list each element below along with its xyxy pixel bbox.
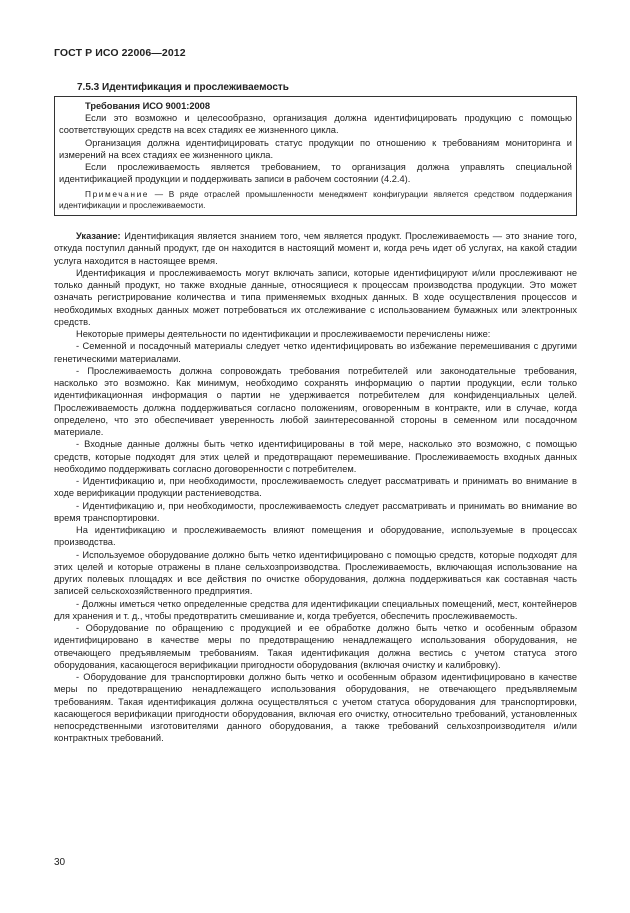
note-label: Примечание bbox=[85, 189, 150, 200]
list-item: - Идентификацию и, при необходимости, прослеживаемость следует рассматривать и принимать во внимание во время транспортировки. bbox=[54, 500, 577, 523]
guidance-paragraph bbox=[54, 230, 577, 267]
requirements-box bbox=[54, 96, 577, 216]
body-text bbox=[54, 230, 577, 745]
body-paragraph: Некоторые примеры деятельности по идентификации и прослеживаемости перечислены ниже: bbox=[76, 329, 491, 339]
list-item: - Идентификацию и, при необходимости, прослеживаемость следует рассматривать и принимать во внимание в ходе верификации продукции растениеводства. bbox=[54, 476, 577, 499]
note-text: — В ряде отраслей промышленности менеджмент конфигурации является средством поддержания идентификации и прослеживаемости. bbox=[59, 189, 572, 211]
body-paragraph: Идентификация и прослеживаемость могут включать записи, которые идентифицируют и/или прослеживают не только данный продукт, но также входные данные, относящиеся к процессам производства продукции. Это может означать регистрирование количества и типа применяемых входных данных. В ходе осуществления процессов и необходимых входных данных может потребоваться их отслеживание с использованием бумажных или электронных средств. bbox=[54, 267, 577, 327]
guidance-text: Идентификация является знанием того, чем является продукт. Прослеживаемость — это знание того, откуда поступил данный продукт, где он находится в настоящий момент и, когда речь идет об услугах, на какой стадии услуга находится в настоящее время. bbox=[54, 231, 577, 266]
list-item: - Входные данные должны быть четко идентифицированы в той мере, насколько это возможно, с помощью средств, которые подходят для этих целей и предотвращают перемешивание. Прослеживаемость входных данных необходимо поддерживать согласно договоренности с потребителем. bbox=[54, 439, 577, 474]
box-paragraph: Организация должна идентифицировать статус продукции по отношению к требованиям мониторинга и измерений на всех стадиях ее жизненного цикла. bbox=[59, 137, 572, 160]
body-paragraph: На идентификацию и прослеживаемость влияют помещения и оборудование, используемые в процессах производства. bbox=[54, 525, 577, 548]
list-item: - Семенной и посадочный материалы следует четко идентифицировать во избежание перемешивания с другими генетическими материалами. bbox=[54, 341, 577, 364]
running-header: ГОСТ Р ИСО 22006—2012 bbox=[54, 47, 186, 59]
list-item: - Должны иметься четко определенные средства для идентификации специальных помещений, мест, контейнеров для хранения и т. д., чтобы предотвратить смешивание и, когда требуется, обеспечить прослеживаемость. bbox=[54, 598, 577, 621]
list-item: - Оборудование для транспортировки должно быть четко и особенным образом идентифицировано в качестве меры по предотвращению ненадлежащего использования оборудования, не отвечающего предъявляемым требованиям. Такая идентификация должна осуществляться с учетом статуса оборудования для транспортировки, касающегося верификации пригодности оборудования, включая его очистку, относительно требований, установленных непосредственными изготовителями данного оборудования, а также требований сельхозпроизводителя и/или контрактных требований. bbox=[54, 672, 577, 744]
guidance-label: Указание: bbox=[76, 231, 121, 241]
list-item: - Оборудование по обращению с продукцией и ее обработке должно быть четко и особенным образом идентифицировано в качестве меры по предотвращению ненадлежащего использования оборудования, не отвечающего предъявляемым требованиям. Такая идентификация должна вестись с учетом статуса этого оборудования, касающегося верификации пригодности оборудования (включая очистку и калибровку). bbox=[54, 623, 577, 670]
page-number: 30 bbox=[54, 857, 66, 868]
box-note bbox=[59, 189, 572, 211]
box-paragraph: Если это возможно и целесообразно, организация должна идентифицировать продукцию с помощью соответствующих средств на всех стадиях ее жизненного цикла. bbox=[59, 113, 572, 136]
box-paragraph: Если прослеживаемость является требованием, то организация должна управлять специальной идентификацией продукции и поддерживать записи в рабочем состоянии (4.2.4). bbox=[59, 162, 572, 185]
section-heading: 7.5.3 Идентификация и прослеживаемость bbox=[77, 82, 289, 93]
box-heading: Требования ИСО 9001:2008 bbox=[85, 101, 211, 111]
list-item: - Используемое оборудование должно быть четко идентифицировано с помощью средств, которые подходят для этих целей и которые отражены в плане сельхозпроизводства. Прослеживаемость, включающая использование на других полевых площадях и все действия по очистке оборудования, должна поддерживаться как составная часть записей сельскохозяйственного предприятия. bbox=[54, 549, 577, 597]
list-item: - Прослеживаемость должна сопровождать требования потребителей или законодательные требования, насколько это возможно. Как минимум, необходимо сохранять информацию о партии продукции, если только идентификационная информация о партии не удерживается потребителем для конфиденциальных целей. Прослеживаемость должна поддерживаться согласно положениям, оговоренным в контракте, или в случае, когда определено, что это обеспечивает уверенность любой заинтересованной стороны в семенном или посадочном материале. bbox=[54, 365, 577, 437]
